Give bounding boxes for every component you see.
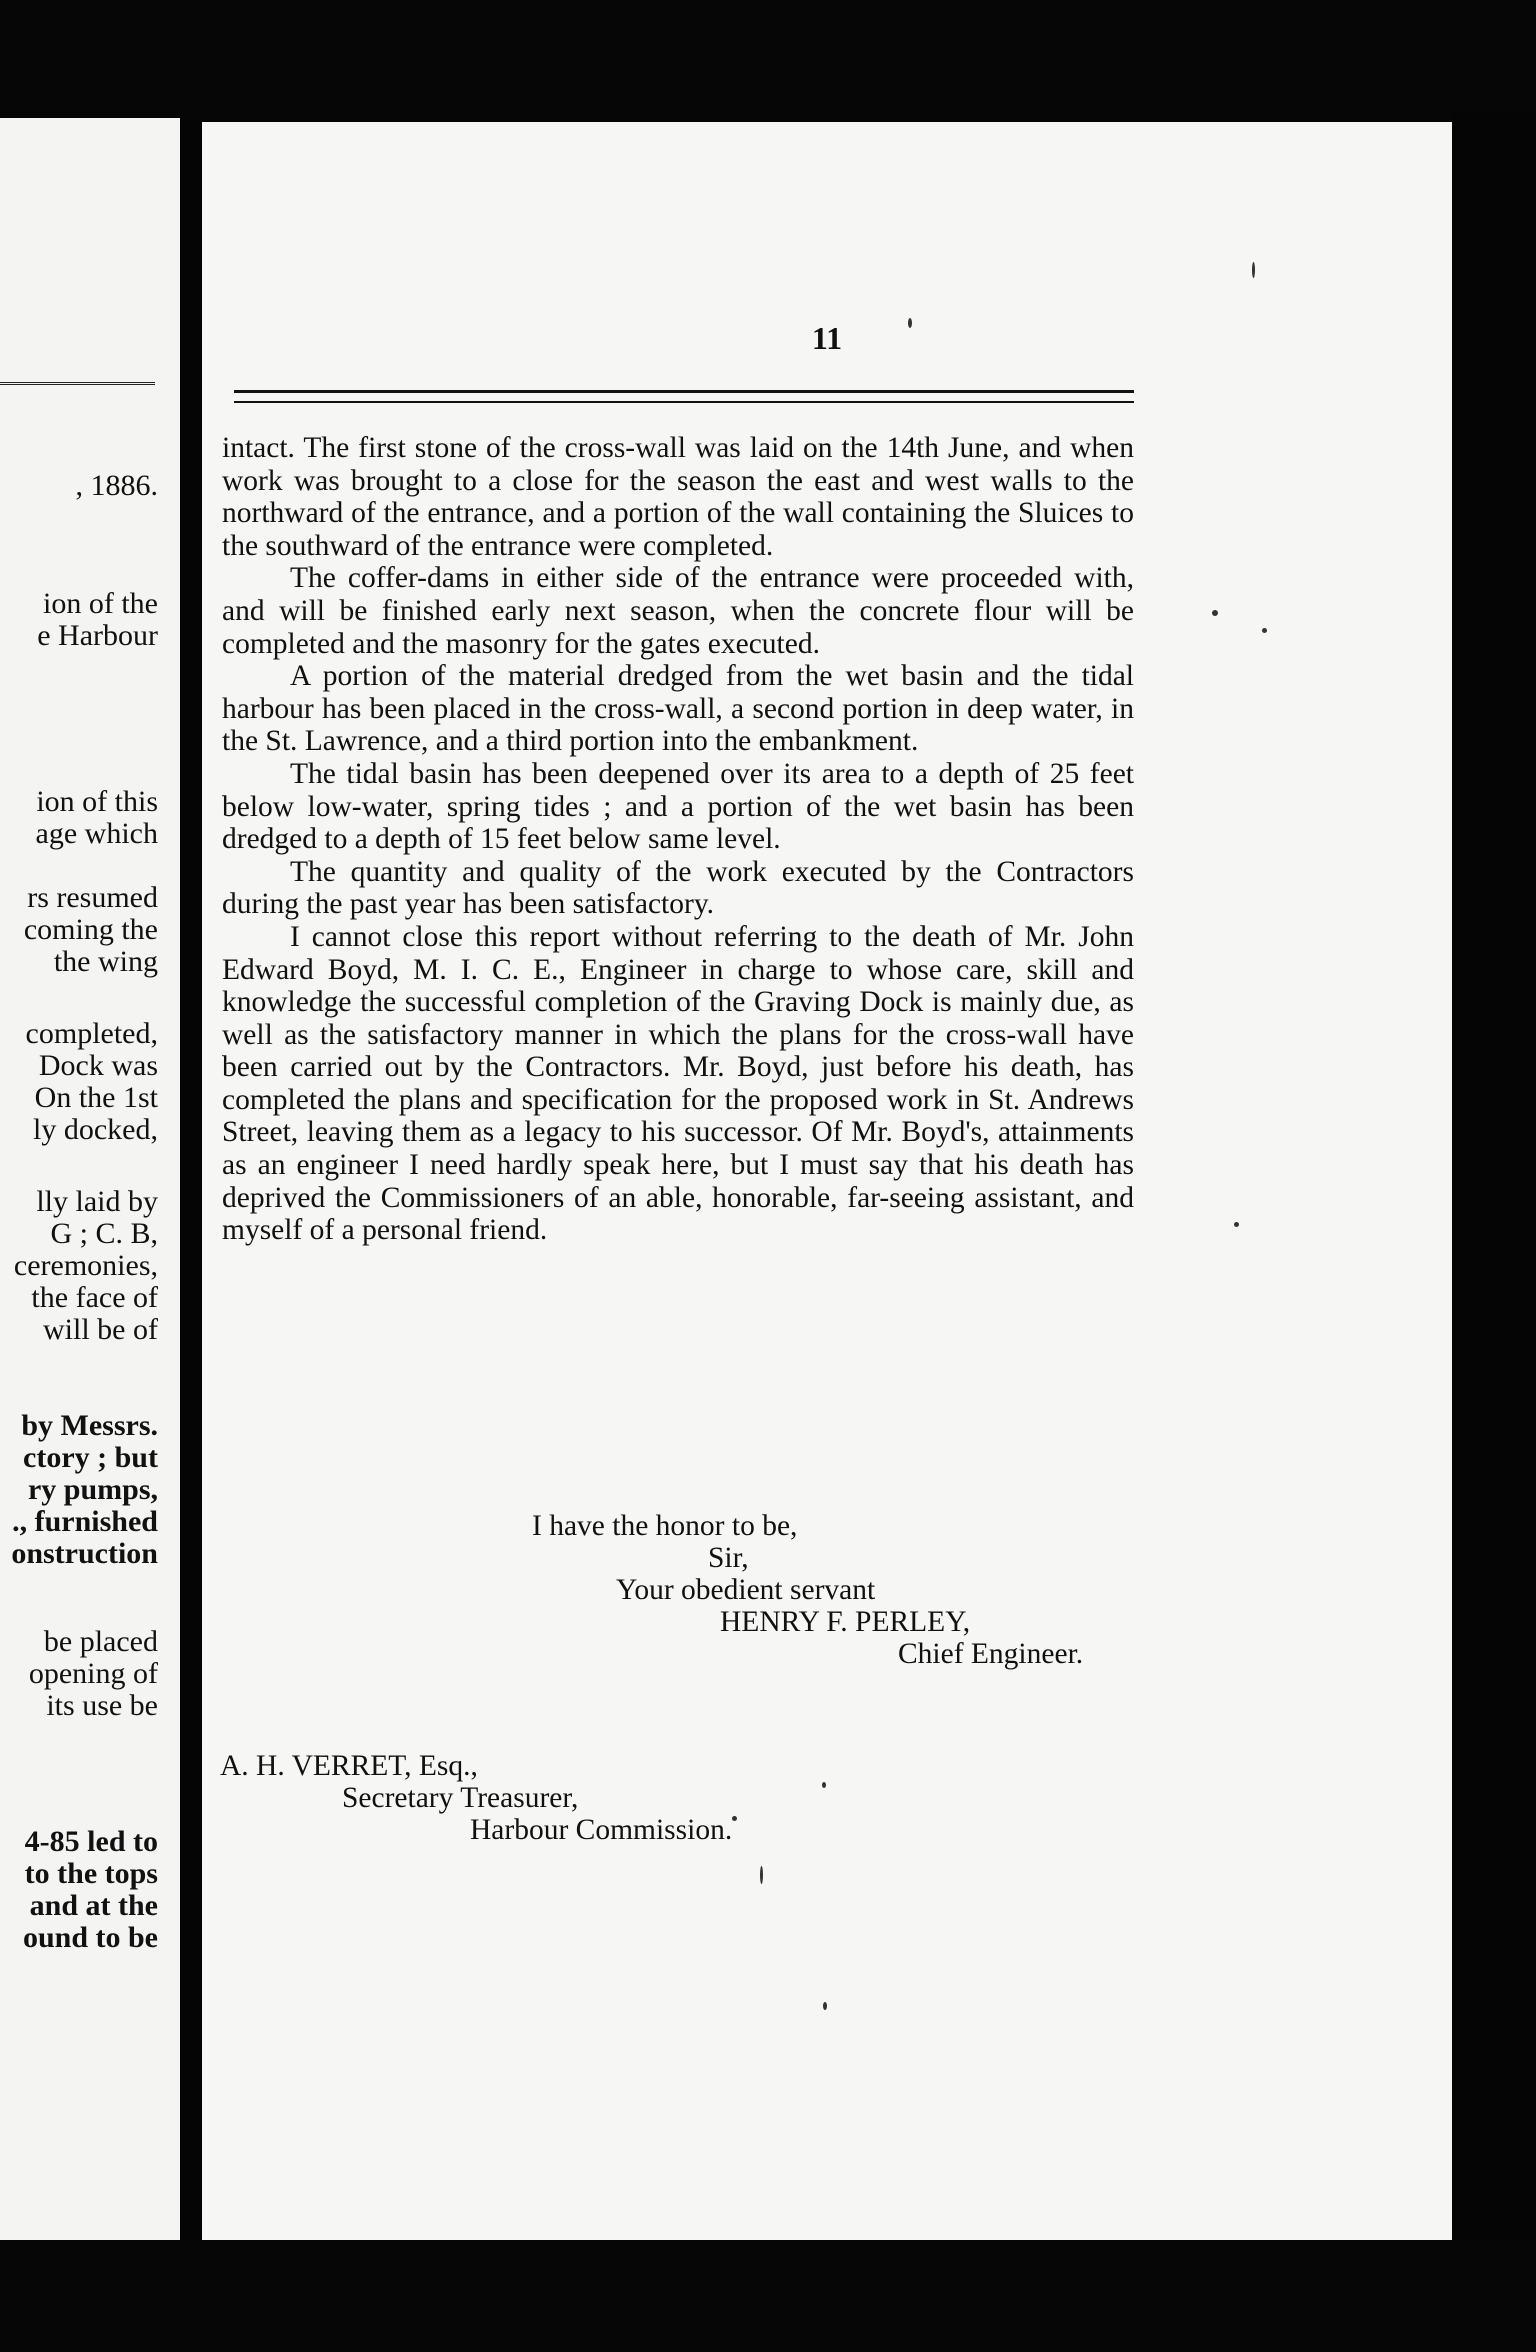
left-fragment-line: ound to be — [22, 1921, 158, 1954]
scan-speck — [732, 1816, 737, 1821]
left-fragment-line: to the tops — [24, 1857, 158, 1890]
scan-speck — [760, 1866, 763, 1884]
addressee-organization: Harbour Commission. — [470, 1814, 733, 1846]
page-number: 11 — [811, 320, 843, 356]
paragraph: The quantity and quality of the work executed by the Contractors during the past year has been satisfactory. — [222, 855, 1134, 921]
scan-speck — [1252, 262, 1255, 278]
main-page — [202, 122, 1452, 2240]
signature-name: HENRY F. PERLEY, — [720, 1606, 971, 1638]
closing-salutation: Sir, — [708, 1542, 749, 1574]
scan-speck — [823, 2002, 827, 2010]
left-fragment-line: onstruction — [11, 1537, 158, 1570]
scan-speck — [1234, 1222, 1239, 1227]
scan-speck — [908, 318, 912, 328]
left-fragment-line: the face of — [31, 1281, 158, 1314]
left-fragment-line: and at the — [29, 1889, 158, 1922]
scan-speck — [1212, 610, 1218, 616]
left-fragment-line: G ; C. B, — [50, 1217, 158, 1250]
addressee-name: A. H. VERRET, Esq., — [220, 1750, 478, 1782]
left-fragment-line: ion of the — [43, 587, 158, 620]
scan-speck — [1262, 628, 1267, 633]
paragraph: A portion of the material dredged from the wet basin and the tidal harbour has been placed in the cross-wall, a second portion in deep water, in the St. Lawrence, and a third portion into the embankment. — [222, 660, 1134, 758]
left-fragment-line: , 1886. — [75, 469, 158, 502]
scan-frame-right — [1452, 110, 1536, 2250]
left-fragment-line: lly laid by — [36, 1185, 158, 1218]
left-fragment-line: rs resumed — [27, 881, 158, 914]
left-fragment-line: ceremonies, — [13, 1249, 158, 1282]
left-fragment-line: e Harbour — [37, 619, 158, 652]
scan-frame-top — [0, 0, 1536, 122]
signature-title: Chief Engineer. — [898, 1638, 1084, 1670]
addressee-position: Secretary Treasurer, — [342, 1782, 579, 1814]
left-fragment-line: ry pumps, — [27, 1473, 158, 1506]
left-fragment-line: will be of — [43, 1313, 158, 1346]
left-fragment-line: by Messrs. — [21, 1409, 158, 1442]
left-fragment-line: coming the — [23, 913, 158, 946]
left-fragment-line: be placed — [43, 1625, 158, 1658]
scan-speck — [822, 1782, 826, 1788]
paragraph: The coffer-dams in either side of the entrance were proceeded with, and will be finished early next season, when the concrete flour will be completed and the masonry for the gates executed. — [222, 562, 1134, 660]
left-fragment-line: the wing — [53, 945, 158, 978]
paragraph: The tidal basin has been deepened over its area to a depth of 25 feet below low-water, spring tides ; and a portion of the wet basin has been dredged to a depth of 15 feet below same level. — [222, 757, 1134, 856]
left-fragment-line: ly docked, — [33, 1113, 158, 1146]
paragraph: I cannot close this report without referring to the death of Mr. John Edward Boyd, M. I. C. E., Engineer in charge to whose care, skill and knowledge the successful completion of the Graving Dock is mainly due, as well as the satisfactory manner in which the plans for the cross-wall have been carried out by the Contractors. Mr. Boyd, just before his death, has completed the plans and specification for the proposed work in St. Andrews Street, leaving them as a legacy to his successor. Of Mr. Boyd's, attainments as an engineer I need hardly speak here, but I must say that his death has deprived the Commissioners of an able, honorable, far-seeing assistant, and myself of a personal friend. — [222, 920, 1134, 1247]
scan-frame-bottom — [0, 2240, 1536, 2352]
page-gutter — [180, 118, 202, 2248]
left-page-fragment — [0, 118, 180, 2248]
paragraph: intact. The first stone of the cross-wall was laid on the 14th June, and when work was brought to a close for the season the east and west walls to the northward of the entrance, and a portion of the wall containing the Sluices to the southward of the entrance were completed. — [222, 432, 1134, 562]
left-fragment-line: ctory ; but — [23, 1441, 158, 1474]
left-fragment-line: age which — [35, 817, 158, 850]
left-fragment-line: its use be — [46, 1689, 158, 1722]
left-page-rule — [0, 382, 155, 385]
header-double-rule — [234, 390, 1134, 403]
left-fragment-line: On the 1st — [34, 1081, 158, 1114]
left-fragment-line: ion of this — [36, 785, 158, 818]
left-fragment-line: Dock was — [38, 1049, 158, 1082]
left-fragment-line: opening of — [28, 1657, 158, 1690]
closing-line: Your obedient servant — [616, 1574, 876, 1606]
closing-line: I have the honor to be, — [532, 1510, 798, 1542]
report-body — [222, 432, 1134, 1247]
left-fragment-line: completed, — [25, 1017, 158, 1050]
left-fragment-line: ., furnished — [12, 1505, 158, 1538]
left-fragment-line: 4-85 led to — [24, 1825, 158, 1858]
